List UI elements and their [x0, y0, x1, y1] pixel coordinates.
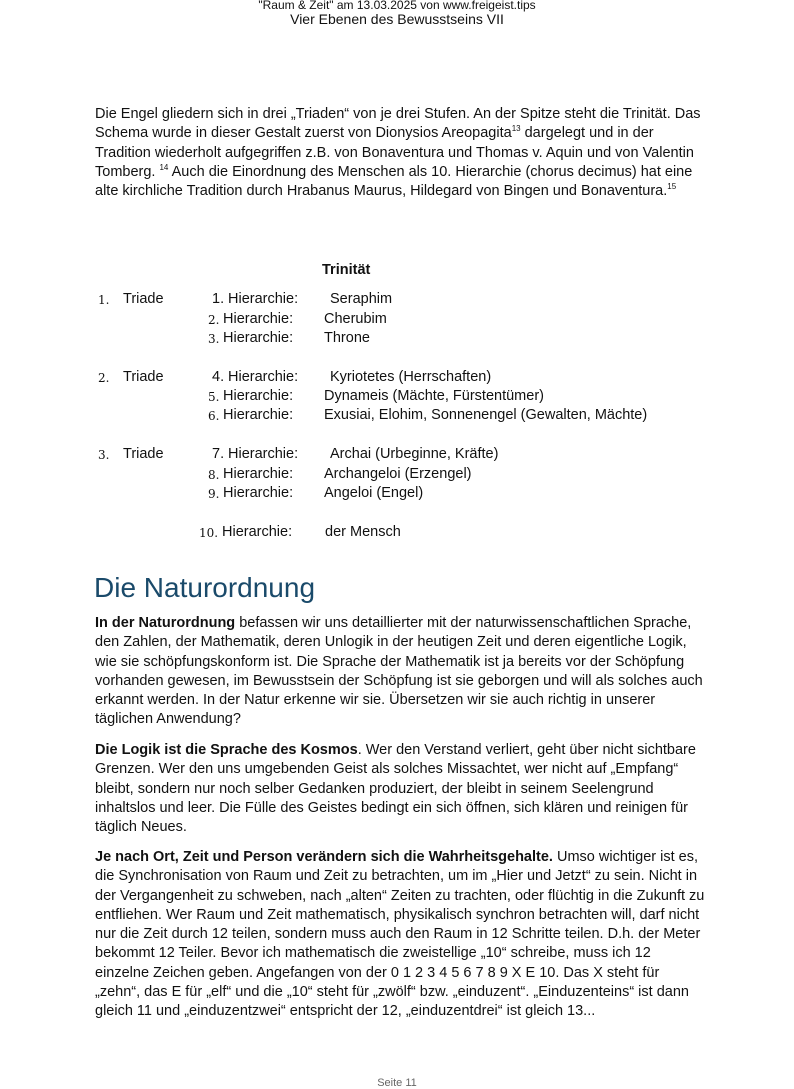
hierarchy-name: Archai (Urbeginne, Kräfte) — [330, 446, 499, 462]
footnote-ref-15[interactable]: 15 — [667, 182, 677, 192]
hierarchy-label: Hierarchie: — [223, 407, 294, 423]
triad-number: 3. — [98, 448, 110, 462]
hierarchy-label: Hierarchie: — [223, 388, 294, 404]
page-number: Seite 11 — [377, 1077, 417, 1089]
hierarchy-name: Seraphim — [330, 291, 393, 307]
triad-label: Triade — [123, 369, 164, 385]
intro-text-2: dargelegt und in der Tradition wiederholt aufgegriffen z.B. von Bonaventura und Thomas v. Aquin und von Valentin Tomberg. — [95, 125, 694, 180]
paragraph-text: . Wer den Verstand verliert, geht über nicht sichtbare Grenzen. Wer den uns umgebenden Geist als solches Missachtet, wer nicht auf „Empfang“ bleibt, sondern nur noch selber Gedanken produziert, der bleibt in seinem Seelengrund inhaltslos und leer. Die Fülle des Geistes bedingt ein sich öffnen, sich klären und reinigen für täglich Neues. — [95, 742, 696, 836]
triad-number: 1. — [98, 293, 110, 307]
intro-paragraph — [95, 105, 705, 201]
hierarchy-label: Hierarchie: — [228, 291, 299, 307]
hierarchy-number: 9. — [208, 487, 220, 501]
hierarchy-number: 10. — [199, 526, 219, 540]
hierarchy-label: Hierarchie: — [223, 330, 294, 346]
paragraph-lead: In der Naturordnung — [95, 615, 236, 631]
hierarchy-name: der Mensch — [325, 524, 401, 540]
paragraph-text: Umso wichtiger ist es, die Synchronisation von Raum und Zeit zu betrachten, um im „Hier und Jetzt“ zu sein. Nicht in der Vergangenheit zu schweben, nach „alten“ Zeiten zu trachten, oder flüchtig in die Zukunft zu entfliehen. Wer Raum und Zeit mathematisch, physikalisch synchron betrachten will, darf nicht nur die Zeit durch 12 teilen, sondern muss auch den Raum in 12 Schritte teilen. D.h. der Meter bekommt 12 Teiler. Bevor ich mathematisch die zweistellige „10“ schreibe, muss ich 12 einzelne Zeichen geben. Angefangen von der 0 1 2 3 4 5 6 7 8 9 X E 10. Das X steht für „zehn“, das E für „elf“ und die „10“ steht für „zwölf“ bzw. „einduzent“. „Einduzenteins“ ist dann gleich 11 und „einduzentzwei“ entspricht der 12, „einduzentdrei“ ist gleich 13... — [95, 849, 705, 1020]
hierarchy-name: Archangeloi (Erzengel) — [324, 466, 472, 482]
hierarchy-number: 5. — [208, 390, 220, 404]
header-title: Vier Ebenen des Bewusstseins VII — [290, 11, 504, 27]
hierarchy-label: Hierarchie: — [223, 485, 294, 501]
footnote-ref-13[interactable]: 13 — [511, 124, 521, 134]
hierarchy-number: 7. — [212, 446, 225, 462]
hierarchy-name: Throne — [324, 330, 370, 346]
hierarchy-number: 2. — [208, 313, 220, 327]
hierarchy-number: 3. — [208, 332, 220, 346]
hierarchy-label: Hierarchie: — [223, 311, 294, 327]
hierarchy-name: Cherubim — [324, 311, 387, 327]
hierarchy-name: Dynameis (Mächte, Fürstentümer) — [324, 388, 544, 404]
hierarchy-number: 8. — [208, 468, 220, 482]
hierarchy-number: 6. — [208, 409, 220, 423]
hierarchy-label: Hierarchie: — [228, 369, 299, 385]
hierarchy-label: Hierarchie: — [223, 466, 294, 482]
hierarchy-title: Trinität — [322, 262, 371, 278]
triad-label: Triade — [123, 291, 164, 307]
hierarchy-number: 4. — [212, 369, 225, 385]
hierarchy-label: Hierarchie: — [228, 446, 299, 462]
paragraph-lead: Je nach Ort, Zeit und Person verändern sich die Wahrheitsgehalte. — [95, 849, 553, 865]
hierarchy-name: Exusiai, Elohim, Sonnenengel (Gewalten, Mächte) — [324, 407, 648, 423]
intro-text-3: Auch die Einordnung des Menschen als 10. Hierarchie (chorus decimus) hat eine alte kirchliche Tradition durch Hrabanus Maurus, Hildegard von Bingen und Bonaventura. — [95, 163, 693, 200]
triad-number: 2. — [98, 371, 110, 385]
hierarchy-number: 1. — [212, 291, 225, 307]
header-source-line: "Raum & Zeit" am 13.03.2025 von www.freigeist.tips — [258, 0, 536, 12]
hierarchy-name: Angeloi (Engel) — [324, 485, 424, 501]
hierarchy-name: Kyriotetes (Herrschaften) — [330, 369, 492, 385]
body-paragraph-1 — [95, 614, 705, 730]
footnote-ref-14[interactable]: 14 — [159, 163, 169, 173]
paragraph-lead: Die Logik ist die Sprache des Kosmos — [95, 742, 358, 758]
body-paragraph-3 — [95, 848, 705, 1022]
triad-label: Triade — [123, 446, 164, 462]
section-heading: Die Naturordnung — [94, 572, 316, 603]
intro-text-1: Die Engel gliedern sich in drei „Triaden“ von je drei Stufen. An der Spitze steht die Trinität. Das Schema wurde in dieser Gestalt zuerst von Dionysios Areopagita — [95, 106, 701, 142]
paragraph-text: befassen wir uns detaillierter mit der naturwissenschaftlichen Sprache, den Zahlen, der Mathematik, deren Unlogik in der heutigen Zeit und deren eigentliche Logik, wie sie schöpfungskonform ist. Die Sprache der Mathematik ist ja bereits vor der Schöpfung vorhanden gewesen, im Bewusstsein der Schöpfung ist sie geborgen und will als solches auch erkannt werden. In der Natur erkenne wir sie. Übersetzen wir sie auch richtig in unserer täglichen Anwendung? — [95, 615, 703, 728]
body-paragraph-2 — [95, 741, 705, 837]
hierarchy-label: Hierarchie: — [222, 524, 293, 540]
